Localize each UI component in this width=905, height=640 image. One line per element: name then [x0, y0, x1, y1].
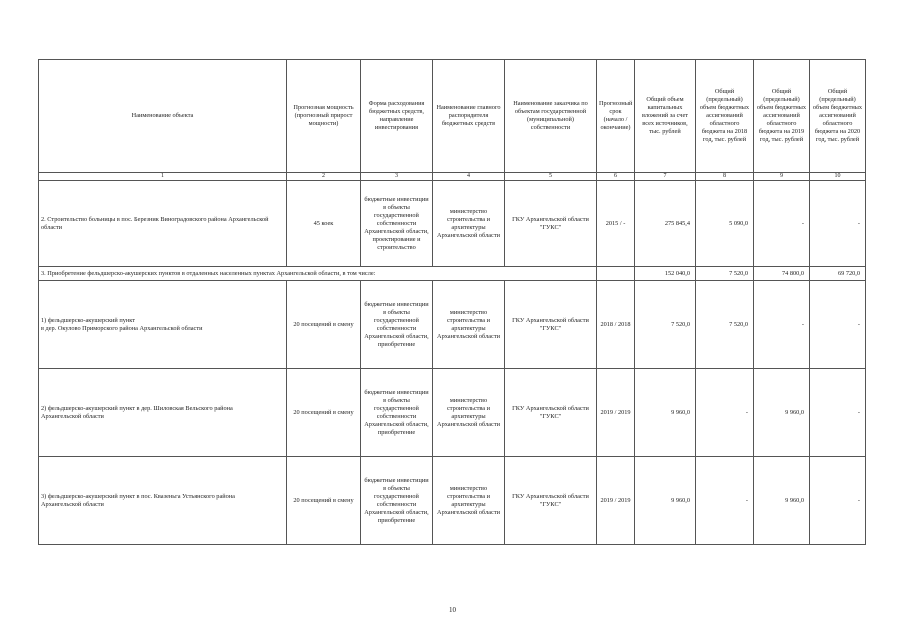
distributor-cell: министерство строительства и архитектуры Архангельской области	[433, 181, 505, 267]
y2020-cell: -	[810, 369, 866, 457]
term-cell: 2015 / -	[597, 181, 635, 267]
form-cell: бюджетные инвестиции в объекты государственной собственности Архангельской области, приобретение	[361, 369, 433, 457]
capacity-cell: 20 посещений в смену	[287, 457, 361, 545]
object-name-line: Архангельской области	[41, 412, 104, 420]
y2018-cell: 7 520,0	[696, 267, 754, 281]
total-cell: 152 040,0	[635, 267, 696, 281]
total-cell: 7 520,0	[635, 281, 696, 369]
y2019-cell: 9 960,0	[754, 457, 810, 545]
object-name: 2. Строительство больницы в пос. Березник Виноградовского района Архангельской области	[39, 181, 287, 267]
y2018-cell: -	[696, 457, 754, 545]
term-cell: 2019 / 2019	[597, 457, 635, 545]
object-name-line: Архангельской области	[41, 500, 104, 508]
y2020-cell: -	[810, 281, 866, 369]
header-name: Наименование объекта	[39, 60, 287, 173]
column-number: 4	[433, 173, 505, 181]
header-customer: Наименование заказчика по объектам государственной (муниципальной) собственности	[505, 60, 597, 173]
customer-cell: ГКУ Архангельской области "ГУКС"	[505, 181, 597, 267]
term-cell: 2018 / 2018	[597, 281, 635, 369]
term-cell: 2019 / 2019	[597, 369, 635, 457]
y2019-cell: 9 960,0	[754, 369, 810, 457]
capacity-cell: 20 посещений в смену	[287, 281, 361, 369]
column-number: 1	[39, 173, 287, 181]
table-row	[39, 281, 866, 369]
header-row	[39, 60, 866, 173]
object-name	[39, 457, 287, 545]
object-name	[39, 369, 287, 457]
table-row	[39, 369, 866, 457]
column-number-row	[39, 173, 866, 181]
distributor-cell: министерство строительства и архитектуры Архангельской области	[433, 457, 505, 545]
capacity-cell: 20 посещений в смену	[287, 369, 361, 457]
column-number: 8	[696, 173, 754, 181]
form-cell: бюджетные инвестиции в объекты государственной собственности Архангельской области, приобретение	[361, 281, 433, 369]
y2020-cell: -	[810, 181, 866, 267]
customer-cell: ГКУ Архангельской области "ГУКС"	[505, 281, 597, 369]
column-number: 3	[361, 173, 433, 181]
column-number: 10	[810, 173, 866, 181]
total-cell: 9 960,0	[635, 369, 696, 457]
y2020-cell: 69 720,0	[810, 267, 866, 281]
column-number: 2	[287, 173, 361, 181]
header-total: Общий объем капитальных вложений за счет всех источников, тыс. рублей	[635, 60, 696, 173]
table-row	[39, 181, 866, 267]
y2019-cell: -	[754, 181, 810, 267]
object-name-line: 1) фельдшерско-акушерский пункт	[41, 316, 135, 324]
column-number: 7	[635, 173, 696, 181]
y2018-cell: -	[696, 369, 754, 457]
object-name-line: 3) фельдшерско-акушерский пункт в пос. Квазеньга Устьянского района	[41, 492, 235, 500]
form-cell: бюджетные инвестиции в объекты государственной собственности Архангельской области, проектирование и строительство	[361, 181, 433, 267]
distributor-cell: министерство строительства и архитектуры Архангельской области	[433, 369, 505, 457]
form-cell: бюджетные инвестиции в объекты государственной собственности Архангельской области, приобретение	[361, 457, 433, 545]
header-2020: Общий (предельный) объем бюджетных ассигнований областного бюджета на 2020 год, тыс. рублей	[810, 60, 866, 173]
y2018-cell: 7 520,0	[696, 281, 754, 369]
page-number: 10	[449, 606, 456, 614]
y2018-cell: 5 090,0	[696, 181, 754, 267]
y2019-cell: 74 800,0	[754, 267, 810, 281]
object-group-name: 3. Приобретение фельдшерско-акушерских пунктов в отдаленных населенных пунктах Архангельской области, в том числе:	[39, 267, 597, 281]
header-distributor: Наименование главного распорядителя бюджетных средств	[433, 60, 505, 173]
header-2019: Общий (предельный) объем бюджетных ассигнований областного бюджета на 2019 год, тыс. рублей	[754, 60, 810, 173]
object-name-line: 2) фельдшерско-акушерский пункт в дер. Шиловская Вельского района	[41, 404, 233, 412]
object-name-line: в дер. Окулово Приморского района Архангельской области	[41, 324, 203, 332]
term-cell	[597, 267, 635, 281]
customer-cell: ГКУ Архангельской области "ГУКС"	[505, 457, 597, 545]
capacity-cell: 45 коек	[287, 181, 361, 267]
column-number: 5	[505, 173, 597, 181]
total-cell: 275 845,4	[635, 181, 696, 267]
table-row	[39, 457, 866, 545]
header-capacity: Прогнозная мощность (прогнозный прирост мощности)	[287, 60, 361, 173]
y2019-cell: -	[754, 281, 810, 369]
investment-table	[38, 59, 866, 545]
y2020-cell: -	[810, 457, 866, 545]
header-form: Форма расходования бюджетных средств, направление инвестирования	[361, 60, 433, 173]
customer-cell: ГКУ Архангельской области "ГУКС"	[505, 369, 597, 457]
table-row	[39, 267, 866, 281]
header-term: Прогнозный срок (начало / окончание)	[597, 60, 635, 173]
distributor-cell: министерство строительства и архитектуры Архангельской области	[433, 281, 505, 369]
header-2018: Общий (предельный) объем бюджетных ассигнований областного бюджета на 2018 год, тыс. рублей	[696, 60, 754, 173]
column-number: 6	[597, 173, 635, 181]
object-name	[39, 281, 287, 369]
column-number: 9	[754, 173, 810, 181]
total-cell: 9 960,0	[635, 457, 696, 545]
